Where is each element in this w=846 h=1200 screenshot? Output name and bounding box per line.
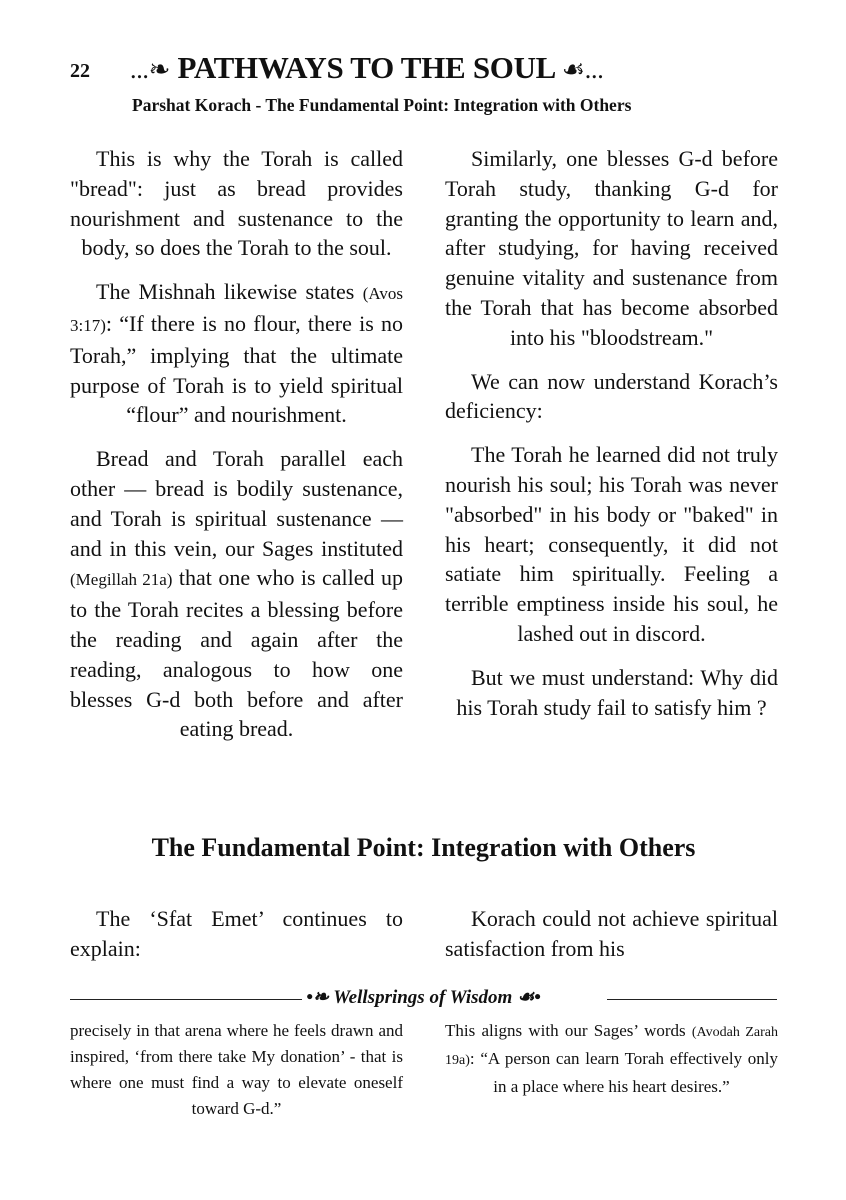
paragraph: Similarly, one blesses G-d before Torah study, thanking G-d for granting the opportunity to learn and, after studying, for having received genuine vitality and sustenance from the Torah that has become absorbed into his "bloodstream." [445,146,778,350]
footer-divider [70,988,777,1012]
section-left-column [70,904,403,978]
ornament-icon: •❧ [306,987,334,1008]
citation: (Megillah 21a) [70,570,173,590]
footnote-left: precisely in that arena where he feels drawn and inspired, ‘from there take My donation’ - that is where one must find a way to elevate oneself toward G-d.” [70,1021,403,1118]
running-title [130,50,603,86]
citation: (Avodah Zarah 19a) [445,1025,778,1068]
section-right-column [445,904,778,978]
right-column [445,144,778,736]
paragraph: The Mishnah likewise states (Avos 3:17): “If there is no flour, there is no Torah,” implying that the ultimate purpose of Torah is to yield spiritual “flour” and nourishment. [70,279,403,428]
footnote-right: This aligns with our Sages’ words (Avodah Zarah 19a): “A person can learn Torah effectively only in a place where his heart desires.” [445,1021,778,1096]
citation: (Avos 3:17) [70,284,403,335]
paragraph: This is why the Torah is called "bread": just as bread provides nourishment and sustenance to the body, so does the Torah to the soul. [70,146,403,261]
paragraph: We can now understand Korach’s deficiency: [445,368,778,424]
paragraph: The ‘Sfat Emet’ continues to explain: [70,906,403,961]
chapter-subtitle: Parshat Korach - The Fundamental Point: Integration with Others [132,95,632,115]
paragraph: Korach could not achieve spiritual satisfaction from his [445,906,778,961]
book-title: PATHWAYS TO THE SOUL [177,50,555,85]
paragraph: But we must understand: Why did his Torah study fail to satisfy him ? [456,664,778,720]
footer-label: Wellsprings of Wisdom [333,987,513,1008]
paragraph: The Torah he learned did not truly nourish his soul; his Torah was never "absorbed" in his body or "baked" in his heart; consequently, it did not satiate him spiritually. Feeling a terrible emptiness inside his soul, he lashed out in discord. [445,442,778,646]
page-number: 22 [70,60,90,82]
ornament-left-icon: ...❧ [130,55,171,84]
left-column [70,144,403,758]
ornament-right-icon: ☙... [561,55,604,84]
paragraph: Bread and Torah parallel each other — bread is bodily sustenance, and Torah is spiritual sustenance — and in this vein, our Sages instituted (Megillah 21a) that one who is called up to the Torah recites a blessing before the reading and again after the reading, analogous to how one blesses G-d both before and after eating bread. [70,446,403,742]
ornament-icon: ☙• [512,987,541,1008]
section-heading: The Fundamental Point: Integration with Others [151,833,696,862]
